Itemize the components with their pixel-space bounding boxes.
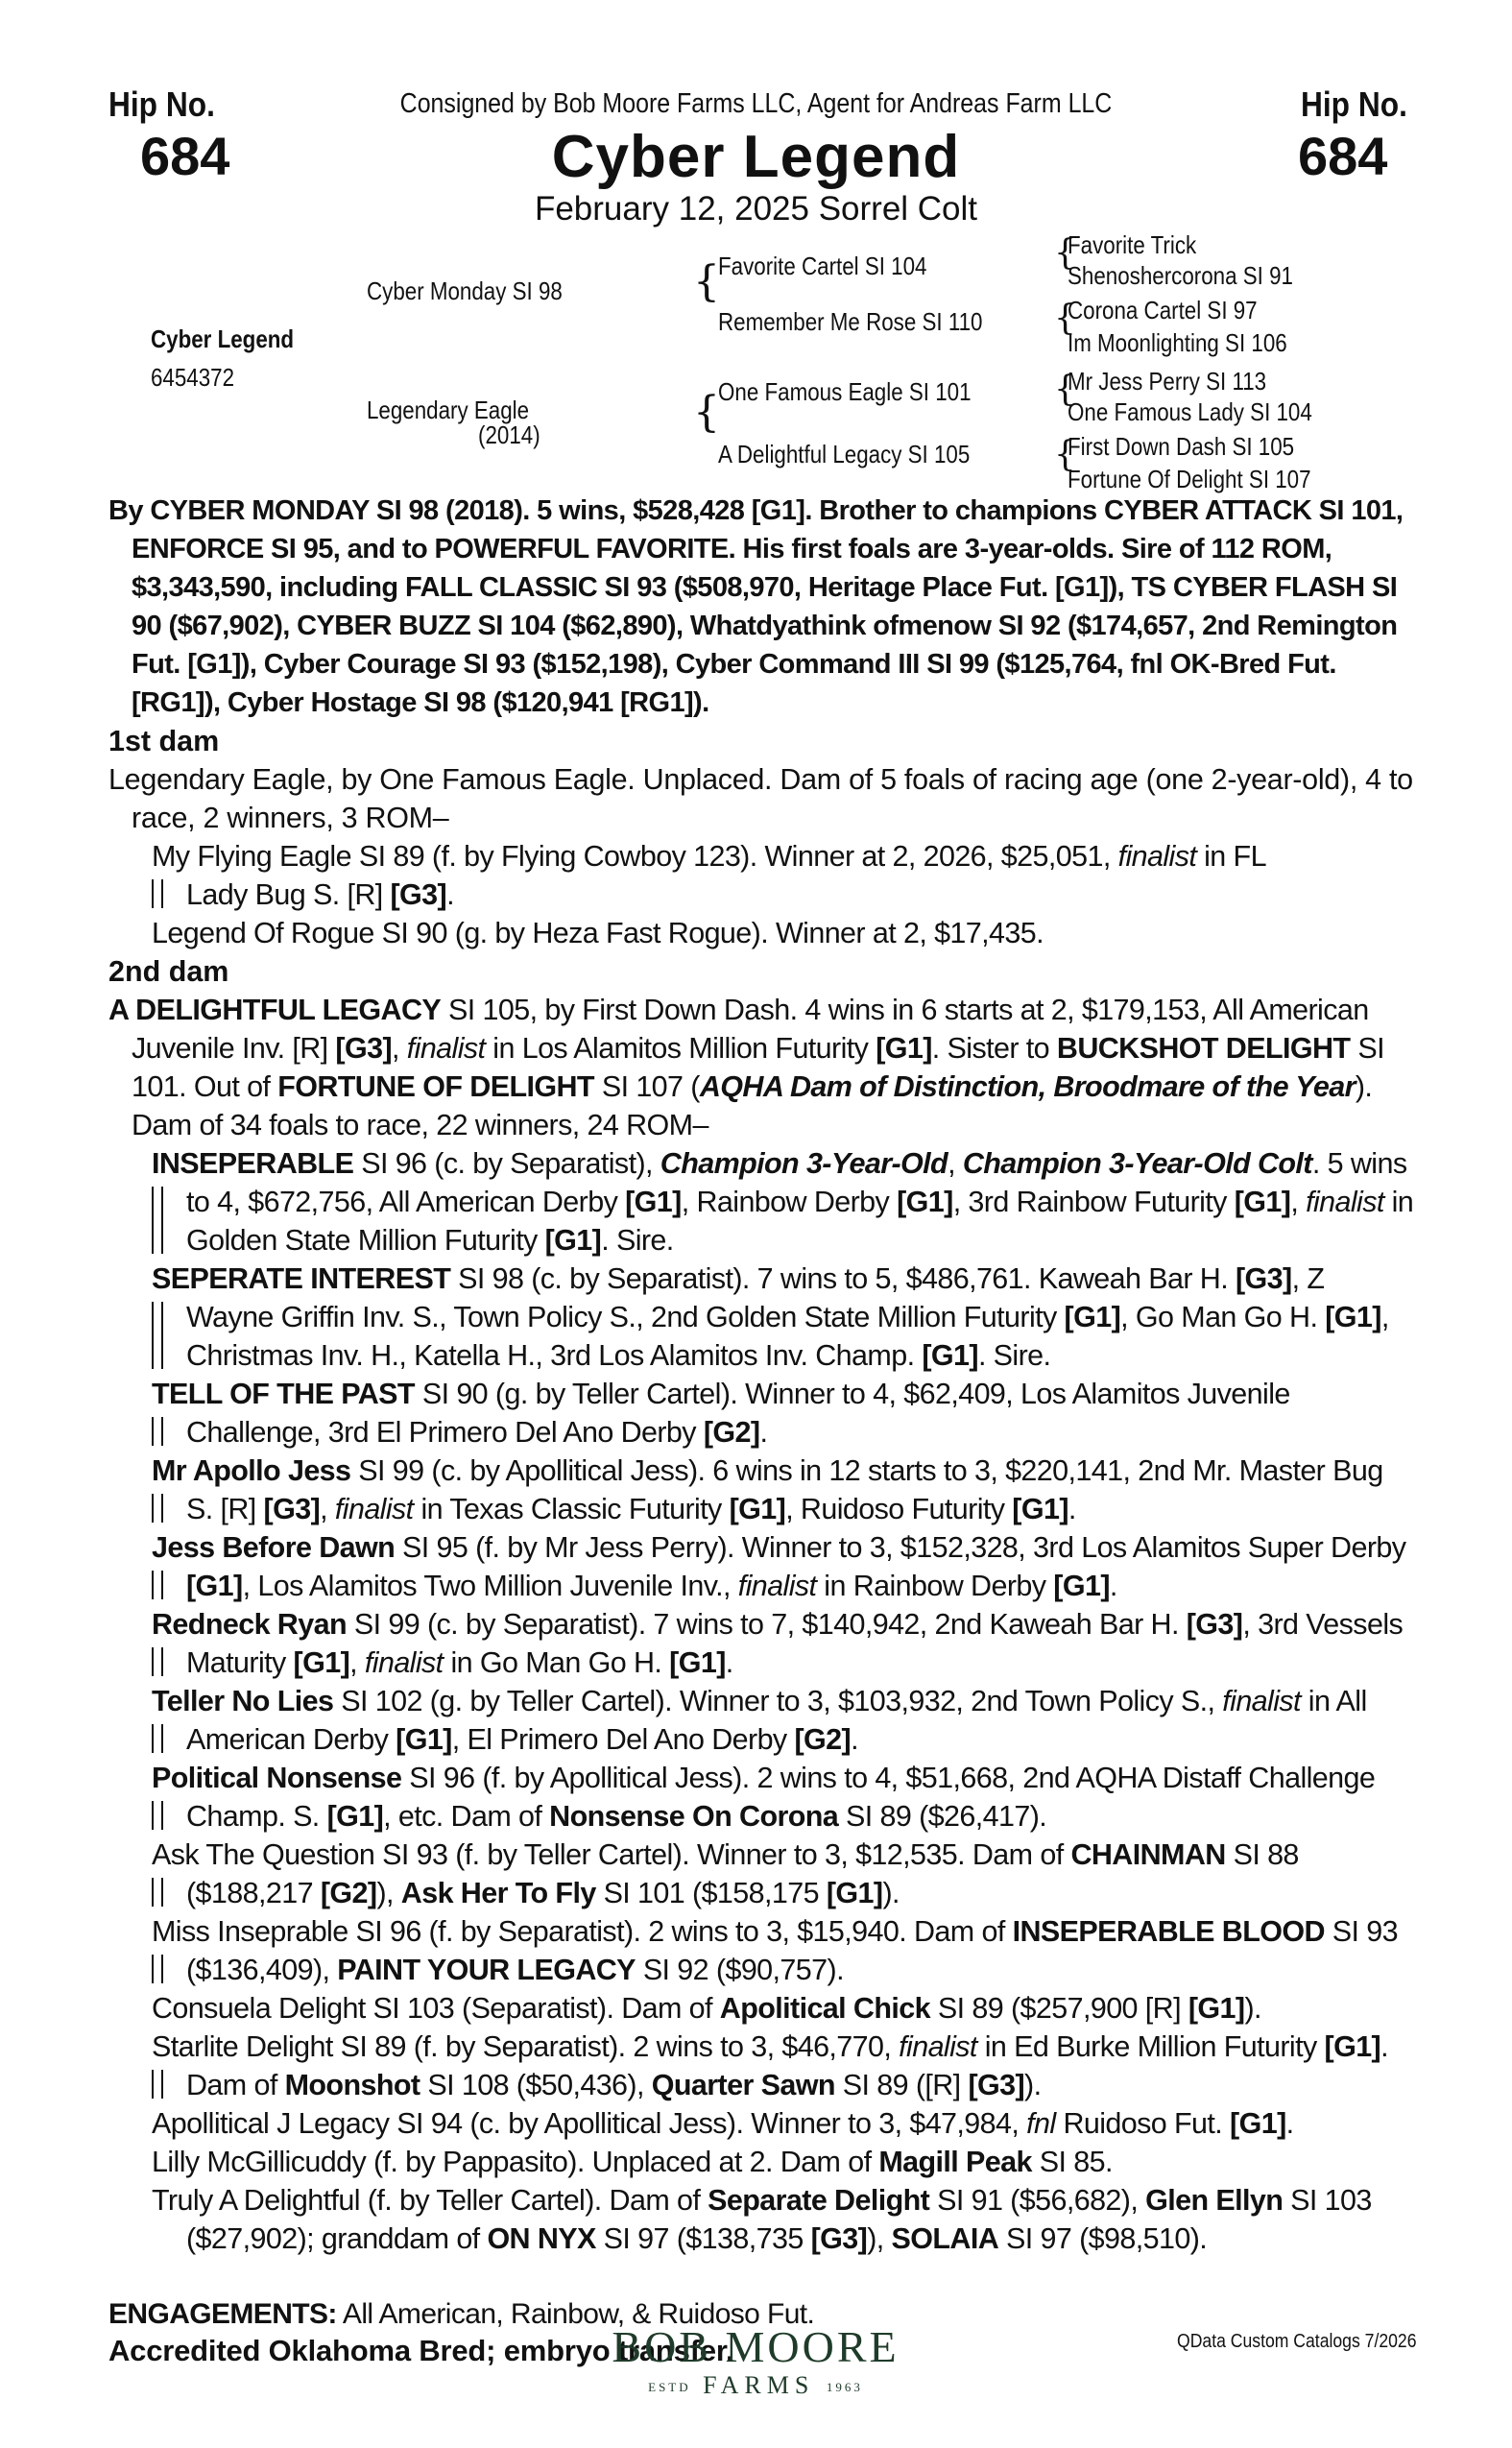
pedigree-brace: { <box>693 388 720 437</box>
produce-bar <box>152 1878 163 1907</box>
engagements-line: ENGAGEMENTS: All American, Rainbow, & Ruidoso Fut. <box>108 2298 815 2330</box>
pedigree-brace: { <box>693 257 720 306</box>
produce-record: Truly A Delightful (f. by Teller Cartel). Dam of Separate Delight SI 91 ($56,682), Glen Ellyn SI 103 ($27,902); granddam of ON NYX SI 97 ($138,735 [G3]), SOLAIA SI 97 ($98,510). <box>152 2184 1372 2255</box>
pedigree-sdd: Im Moonlighting SI 106 <box>1068 328 1287 357</box>
second-dam-header: 2nd dam <box>108 955 229 988</box>
hip-label-right: Hip No. <box>1301 84 1407 124</box>
pedigree-ssd: Shenoshercorona SI 91 <box>1068 261 1293 290</box>
pedigree-sire: Cyber Monday SI 98 <box>367 276 563 305</box>
hip-number-left: 684 <box>140 126 230 186</box>
pedigree-dam-year: (2014) <box>478 420 540 449</box>
produce-bar <box>152 1647 163 1676</box>
produce-bar <box>152 1302 163 1369</box>
produce-bar <box>152 1801 163 1830</box>
hip-number-right: 684 <box>1298 126 1388 186</box>
pedigree-dds: First Down Dash SI 105 <box>1068 432 1295 461</box>
registration-number: 6454372 <box>151 363 235 392</box>
produce-record: Legend Of Rogue SI 90 (g. by Heza Fast Rogue). Winner at 2, $17,435. <box>152 917 1044 949</box>
produce-record: Ask The Question SI 93 (f. by Teller Cartel). Winner to 3, $12,535. Dam of CHAINMAN SI 88 ($188,217 [G2]), Ask Her To Fly SI 101 ($158,175 [G1]). <box>152 1838 1299 1909</box>
pedigree-brace: { <box>1054 233 1076 273</box>
produce-record: TELL OF THE PAST SI 90 (g. by Teller Cartel). Winner to 4, $62,409, Los Alamitos Juvenile Challenge, 3rd El Primero Del Ano Derby [G2]. <box>152 1378 1290 1449</box>
pedigree-ddd: Fortune Of Delight SI 107 <box>1068 465 1311 493</box>
produce-record: Lilly McGillicuddy (f. by Pappasito). Unplaced at 2. Dam of Magill Peak SI 85. <box>152 2146 1113 2178</box>
accredited-line: Accredited Oklahoma Bred; embryo transfer. <box>108 2334 734 2367</box>
produce-record: Teller No Lies SI 102 (g. by Teller Cartel). Winner to 3, $103,932, 2nd Town Policy S., finalist in All American Derby [G1], El Primero Del Ano Derby [G2]. <box>152 1685 1367 1756</box>
produce-bar <box>152 1571 163 1599</box>
produce-bar <box>152 1494 163 1523</box>
pedigree-dsd: One Famous Lady SI 104 <box>1068 397 1312 426</box>
produce-bar <box>152 1417 163 1446</box>
footer-note: QData Custom Catalogs 7/2026 <box>1176 2331 1416 2352</box>
farm-logo-name: BOB MOORE <box>612 2322 900 2371</box>
produce-bar <box>152 1724 163 1753</box>
first-dam-header: 1st dam <box>108 725 220 757</box>
farm-logo-sub: ESTD FARMS 1963 <box>648 2371 863 2399</box>
produce-record: Consuela Delight SI 103 (Separatist). Dam of Apolitical Chick SI 89 ($257,900 [R] [G1]). <box>152 1992 1261 2025</box>
pedigree-brace: { <box>1054 435 1076 474</box>
produce-record: My Flying Eagle SI 89 (f. by Flying Cowboy 123). Winner at 2, 2026, $25,051, finalist in FL Lady Bug S. [R] [G3]. <box>152 840 1266 911</box>
produce-record: INSEPERABLE SI 96 (c. by Separatist), Champion 3-Year-Old, Champion 3-Year-Old Colt. 5 wins to 4, $672,756, All American Derby [G1], Rainbow Derby [G1], 3rd Rainbow Futurity [G1], finalist in Golden State Million Futurity [G1]. Sire. <box>152 1147 1414 1257</box>
pedigree-dss: Mr Jess Perry SI 113 <box>1068 367 1267 396</box>
produce-record: Miss Inseprable SI 96 (f. by Separatist). 2 wins to 3, $15,940. Dam of INSEPERABLE BLOOD SI 93 ($136,409), PAINT YOUR LEGACY SI 92 ($90,757). <box>152 1915 1399 1986</box>
pedigree-sd: Remember Me Rose SI 110 <box>718 307 983 336</box>
produce-record: Political Nonsense SI 96 (f. by Apollitical Jess). 2 wins to 4, $51,668, 2nd AQHA Distaff Challenge Champ. S. [G1], etc. Dam of Nonsense On Corona SI 89 ($26,417). <box>152 1762 1376 1833</box>
horse-name: Cyber Legend <box>551 124 961 190</box>
produce-record: Starlite Delight SI 89 (f. by Separatist). 2 wins to 3, $46,770, finalist in Ed Burke Million Futurity [G1]. Dam of Moonshot SI 108 ($50,436), Quarter Sawn SI 89 ([R] [G3]). <box>152 2030 1388 2101</box>
second-dam-paragraph: A DELIGHTFUL LEGACY SI 105, by First Down Dash. 4 wins in 6 starts at 2, $179,153, All American Juvenile Inv. [R] [G3], finalist in Los Alamitos Million Futurity [G1]. Sister to BUCKSHOT DELIGHT SI 101. Out of FORTUNE OF DELIGHT SI 107 (AQHA Dam of Distinction, Broodmare of the Year). Dam of 34 foals to race, 22 winners, 24 ROM– <box>108 994 1384 1141</box>
pedigree-dam: Legendary Eagle <box>367 396 530 424</box>
produce-record: Apollitical J Legacy SI 94 (c. by Apollitical Jess). Winner to 3, $47,984, fnl Ruidoso Fut. [G1]. <box>152 2107 1294 2140</box>
pedigree-ss: Favorite Cartel SI 104 <box>718 252 927 280</box>
consignor-line: Consigned by Bob Moore Farms LLC, Agent for Andreas Farm LLC <box>399 88 1113 119</box>
pedigree-brace: { <box>1054 370 1076 409</box>
produce-bar <box>152 2070 163 2099</box>
catalog-body <box>108 492 1414 2258</box>
produce-list <box>108 1144 1414 2258</box>
pedigree-ds: One Famous Eagle SI 101 <box>718 377 972 406</box>
produce-record: Jess Before Dawn SI 95 (f. by Mr Jess Perry). Winner to 3, $152,328, 3rd Los Alamitos Super Derby [G1], Los Alamitos Two Million Juvenile Inv., finalist in Rainbow Derby [G1]. <box>152 1531 1406 1602</box>
produce-record: SEPERATE INTEREST SI 98 (c. by Separatist). 7 wins to 5, $486,761. Kaweah Bar H. [G3], Z Wayne Griffin Inv. S., Town Policy S., 2nd Golden State Million Futurity [G1], Go Man Go H. [G1], Christmas Inv. H., Katella H., 3rd Los Alamitos Inv. Champ. [G1]. Sire. <box>152 1262 1389 1372</box>
pedigree-sds: Corona Cartel SI 97 <box>1068 296 1258 324</box>
sire-paragraph: By CYBER MONDAY SI 98 (2018). 5 wins, $528,428 [G1]. Brother to champions CYBER ATTACK SI 101, ENFORCE SI 95, and to POWERFUL FAVORITE. His first foals are 3-year-olds. Sire of 112 ROM, $3,343,590, including FALL CLASSIC SI 93 ($508,970, Heritage Place Fut. [G1]), TS CYBER FLASH SI 90 ($67,902), CYBER BUZZ SI 104 ($62,890), Whatdyathink ofmenow SI 92 ($174,657, 2nd Remington Fut. [G1]), Cyber Courage SI 93 ($152,198), Cyber Command III SI 99 ($125,764, fnl OK-Bred Fut. [RG1]), Cyber Hostage SI 98 ($120,941 [RG1]). <box>108 495 1404 718</box>
produce-bar <box>152 1955 163 1983</box>
pedigree-dd: A Delightful Legacy SI 105 <box>718 440 971 468</box>
foaling-info: February 12, 2025 Sorrel Colt <box>534 190 978 228</box>
produce-record: Mr Apollo Jess SI 99 (c. by Apollitical Jess). 6 wins in 12 starts to 3, $220,141, 2nd Mr. Master Bug S. [R] [G3], finalist in Texas Classic Futurity [G1], Ruidoso Futurity [G1]. <box>152 1454 1383 1525</box>
pedigree-sss: Favorite Trick <box>1068 230 1197 259</box>
hip-label-left: Hip No. <box>108 84 215 124</box>
produce-record: Redneck Ryan SI 99 (c. by Separatist). 7 wins to 7, $140,942, 2nd Kaweah Bar H. [G3], 3rd Vessels Maturity [G1], finalist in Go Man Go H. [G1]. <box>152 1608 1404 1679</box>
produce-bar <box>152 879 163 908</box>
pedigree-brace: { <box>1054 299 1076 338</box>
first-dam-paragraph: Legendary Eagle, by One Famous Eagle. Unplaced. Dam of 5 foals of racing age (one 2-year-old), 4 to race, 2 winners, 3 ROM– <box>108 763 1413 834</box>
pedigree-subject: Cyber Legend <box>151 324 295 353</box>
produce-bar <box>152 1187 163 1254</box>
